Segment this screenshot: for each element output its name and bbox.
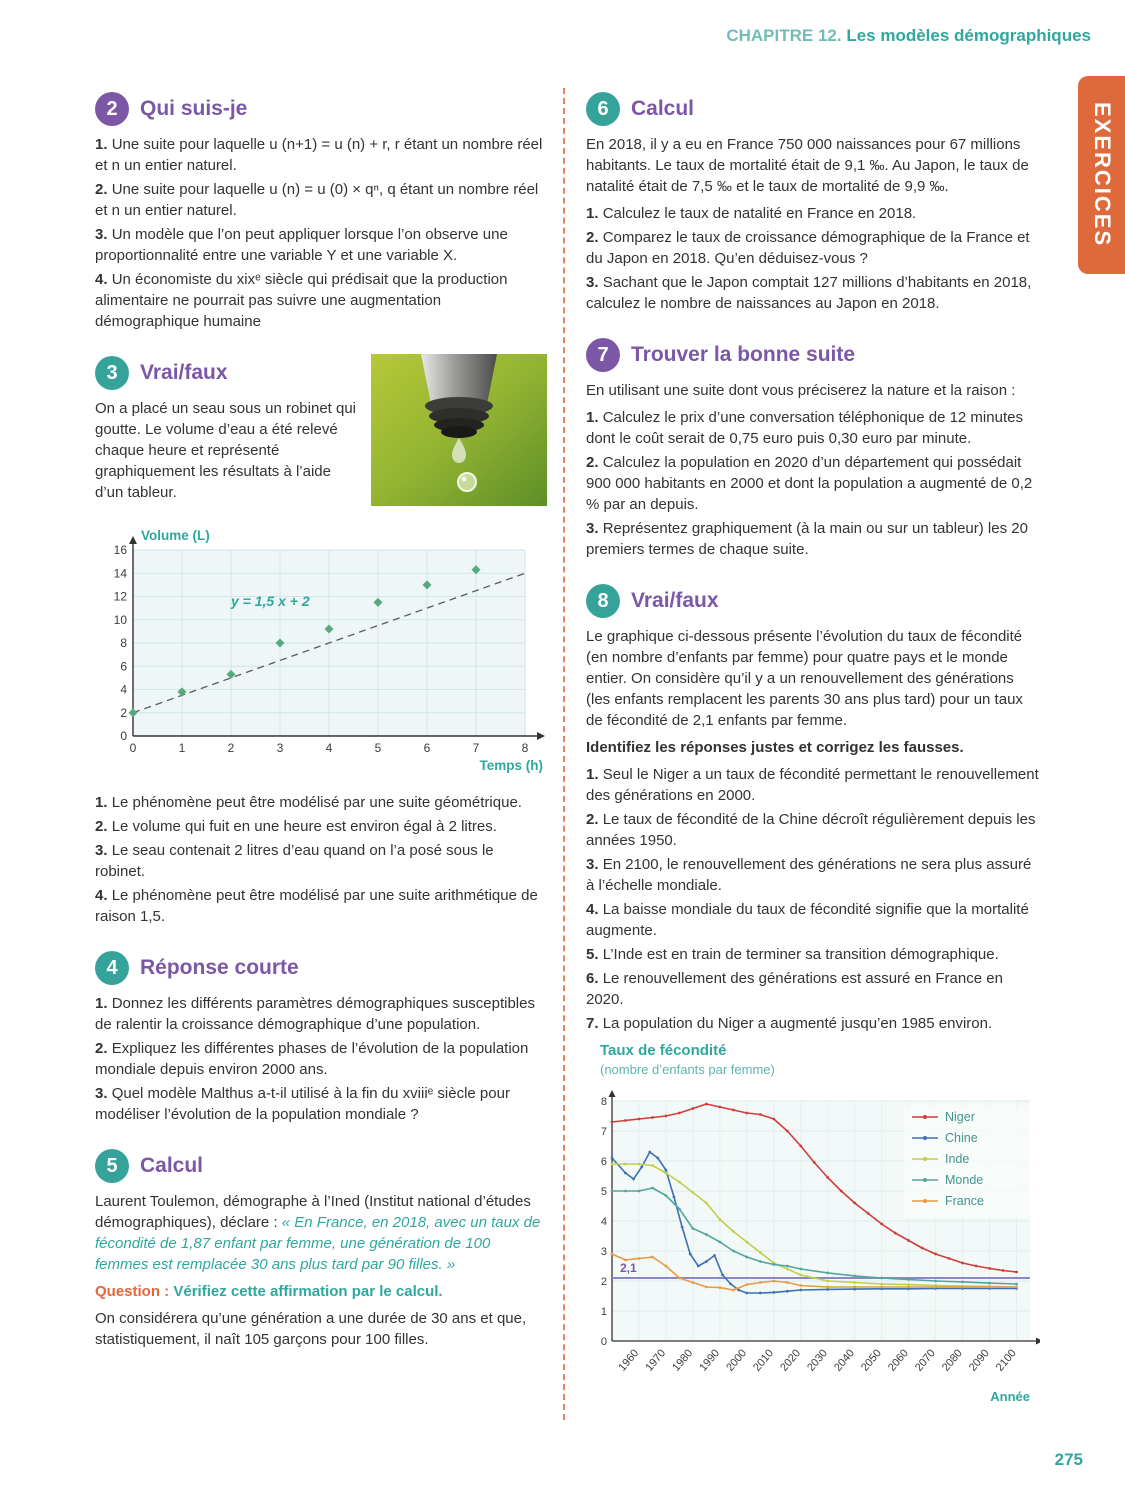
svg-text:2050: 2050 [859,1347,884,1374]
svg-text:3: 3 [276,741,284,755]
svg-text:3: 3 [600,1246,607,1259]
item-text: Un économiste du xixᵉ siècle qui prédisait que la production alimentaire ne pourrait pas suivre une augmentation démographique humaine [95,271,508,330]
svg-text:2060: 2060 [886,1347,911,1374]
svg-text:1: 1 [178,741,186,755]
exercise-note: On considérera qu’une génération a une durée de 30 ans et que, statistiquement, il naît 105 garçons pour 100 filles. [95,1310,527,1348]
exercise-3 [95,356,547,927]
exercises-side-tab: EXERCICES [1078,76,1125,274]
exercise-title: Qui suis-je [140,97,248,121]
svg-text:6: 6 [120,659,127,674]
volume-chart [95,524,547,782]
chart-title: Taux de fécondité [600,1042,727,1059]
exercise-item [95,179,547,221]
item-text: Seul le Niger a un taux de fécondité permettant le renouvellement des générations en 2000. [586,766,1039,804]
exercise-number-badge: 7 [586,338,620,372]
svg-text:2,1: 2,1 [620,1261,637,1276]
item-number: 7. [586,1015,599,1032]
svg-text:Chine: Chine [945,1131,978,1146]
svg-text:2100: 2100 [993,1347,1019,1374]
chapter-label: CHAPITRE 12. [726,26,842,45]
exercise-number-badge: 4 [95,951,129,985]
svg-text:14: 14 [113,566,127,581]
exercise-item [95,792,547,813]
exercise-item [95,993,547,1035]
svg-text:8: 8 [600,1096,607,1109]
exercise-title: Vrai/faux [631,589,719,613]
exercise-item [586,764,1040,806]
svg-text:2080: 2080 [939,1347,965,1374]
svg-text:2070: 2070 [912,1347,938,1374]
svg-text:5: 5 [600,1186,607,1199]
exercise-intro: Le graphique ci-dessous présente l’évolution du taux de fécondité (en nombre d’enfants par femme) pour quatre pays et le monde entier. On considère qu’il y a un renouvellement des générations (les enfants remplacent les parents 30 ans plus tard) pour un taux de fécondité de 2,1 enfants par femme. [586,628,1023,729]
exercise-number-badge: 6 [586,92,620,126]
svg-text:10: 10 [113,612,127,627]
svg-text:France: France [945,1194,984,1209]
exercise-item [95,840,547,882]
item-text: La baisse mondiale du taux de fécondité signifie que la mortalité augmente. [586,901,1029,939]
page-number: 275 [1054,1450,1083,1470]
exercise-item [95,885,547,927]
item-number: 1. [586,766,599,783]
exercise-item [586,407,1040,449]
item-text: Donnez les différents paramètres démographiques susceptibles de ralentir la croissance démographique d’une population. [95,995,535,1033]
quote-text: « En France, en 2018, avec un taux de fécondité de 1,87 enfant par femme, une génération de 100 femmes est remplacée 30 ans plus tard par 90 filles. » [95,1214,541,1273]
svg-text:Niger: Niger [945,1110,975,1125]
exercise-title: Calcul [140,1154,204,1178]
exercise-title: Calcul [631,97,695,121]
exercise-item [586,518,1040,560]
svg-text:Temps (h): Temps (h) [479,758,543,773]
intro-text: Laurent Toulemon, démographe à l’Ined (Institut national d’études démographiques), déclare : [95,1193,531,1231]
item-number: 2. [586,454,599,471]
exercise-intro [95,1191,547,1275]
svg-text:y = 1,5 x + 2: y = 1,5 x + 2 [231,592,310,609]
exercise-item [586,854,1040,896]
item-text: Le seau contenait 2 litres d’eau quand on l’a posé sous le robinet. [95,842,494,880]
svg-text:Monde: Monde [945,1173,984,1188]
svg-text:2: 2 [600,1276,607,1289]
exercise-intro: On a placé un seau sous un robinet qui goutte. Le volume d’eau a été relevé chaque heure et représenté graphiquement les résultats à l’aide d’un tableur. [95,400,357,501]
exercise-7 [586,338,1040,560]
exercise-header [586,338,1040,372]
item-number: 1. [95,136,108,153]
item-text: Représentez graphiquement (à la main ou sur un tableur) les 20 premiers termes de chaque suite. [586,520,1028,558]
exercise-8 [586,584,1040,1431]
exercise-6 [586,92,1040,314]
item-text: Calculez la population en 2020 d’un département qui possédait 900 000 habitants en 2000 et dont la population a augmenté de 0,2 % par an depuis. [586,454,1033,513]
svg-text:0: 0 [600,1336,607,1349]
svg-text:1990: 1990 [697,1347,723,1374]
exercise-item [586,899,1040,941]
column-divider [563,88,565,1420]
svg-text:Volume (L): Volume (L) [141,528,210,543]
exercise-item [586,944,1040,965]
exercise-title: Trouver la bonne suite [631,343,856,367]
exercise-header [95,92,547,126]
exercise-4 [95,951,547,1125]
exercise-2 [95,92,547,332]
item-number: 3. [586,520,599,537]
fertility-chart-title [600,1040,1040,1079]
exercise-title: Réponse courte [140,956,299,980]
svg-text:6: 6 [600,1156,607,1169]
question-text: Vérifiez cette affirmation par le calcul. [173,1283,443,1300]
item-text: Une suite pour laquelle u (n+1) = u (n) + r, r étant un nombre réel et n un entier naturel. [95,136,543,174]
svg-text:7: 7 [472,741,480,755]
svg-text:0: 0 [120,729,127,743]
svg-text:4: 4 [600,1216,607,1229]
exercise-instruction: Identifiez les réponses justes et corrigez les fausses. [586,739,964,756]
item-text: En 2100, le renouvellement des générations ne sera plus assuré à l’échelle mondiale. [586,856,1032,894]
exercise-item [586,272,1040,314]
exercise-header [95,951,547,985]
svg-text:16: 16 [113,543,127,557]
svg-text:4: 4 [120,682,127,697]
item-text: Le renouvellement des générations est assuré en France en 2020. [586,970,1003,1008]
item-text: Sachant que le Japon comptait 127 millions d’habitants en 2018, calculez le nombre de naissances au Japon en 2018. [586,274,1032,312]
svg-text:2: 2 [120,705,127,720]
item-text: Calculez le prix d’une conversation téléphonique de 12 minutes dont le coût serait de 0,75 euro puis 0,30 euro par minute. [586,409,1023,447]
svg-text:8: 8 [120,636,127,650]
svg-text:2020: 2020 [778,1347,804,1374]
question-line [95,1281,547,1302]
item-text: Quel modèle Malthus a-t-il utilisé à la fin du xviiiᵉ siècle pour modéliser l’évolution de la population mondiale ? [95,1085,510,1123]
exercise-item [95,224,547,266]
exercise-intro: En utilisant une suite dont vous préciserez la nature et la raison : [586,382,1016,399]
svg-text:2: 2 [227,741,235,755]
svg-text:6: 6 [423,741,431,755]
svg-text:Inde: Inde [945,1152,970,1167]
left-column [95,92,547,1374]
item-number: 4. [586,901,599,918]
item-number: 2. [586,811,599,828]
exercise-number-badge: 3 [95,356,129,390]
item-number: 6. [586,970,599,987]
exercise-item [586,452,1040,515]
item-number: 2. [95,181,108,198]
item-number: 4. [95,271,108,288]
exercise-number-badge: 2 [95,92,129,126]
exercise-item [586,968,1040,1010]
item-number: 3. [95,226,108,243]
item-text: Le phénomène peut être modélisé par une suite géométrique. [111,794,522,811]
item-number: 1. [95,794,108,811]
exercise-intro: En 2018, il y a eu en France 750 000 naissances pour 67 millions habitants. Le taux de mortalité était de 9,1 ‰. Au Japon, le taux de natalité était de 7,5 ‰ et le taux de mortalité de 9,9 ‰. [586,136,1029,195]
svg-text:7: 7 [600,1126,607,1139]
chart-subtitle: (nombre d’enfants par femme) [600,1062,775,1077]
item-number: 3. [586,856,599,873]
item-text: Un modèle que l’on peut appliquer lorsque l’on observe une proportionnalité entre une variable Y et une variable X. [95,226,508,264]
exercise-header [586,92,1040,126]
item-number: 1. [95,995,108,1012]
item-text: Le phénomène peut être modélisé par une suite arithmétique de raison 1,5. [95,887,538,925]
exercise-item [586,203,1040,224]
exercise-header [95,1149,547,1183]
exercise-5 [95,1149,547,1350]
svg-text:2010: 2010 [751,1347,777,1374]
exercise-item [95,816,547,837]
item-number: 2. [586,229,599,246]
svg-text:2090: 2090 [966,1347,992,1374]
svg-text:5: 5 [374,741,382,755]
item-number: 3. [586,274,599,291]
exercise-number-badge: 5 [95,1149,129,1183]
svg-text:1980: 1980 [670,1347,696,1374]
item-text: L’Inde est en train de terminer sa transition démographique. [602,946,999,963]
svg-text:12: 12 [113,589,127,604]
item-text: Expliquez les différentes phases de l’évolution de la population mondiale depuis environ 2000 ans. [95,1040,529,1078]
exercise-number-badge: 8 [586,584,620,618]
item-text: Une suite pour laquelle u (n) = u (0) × qⁿ, q étant un nombre réel et n un entier naturel. [95,181,539,219]
exercise-title: Vrai/faux [140,361,228,385]
svg-text:1960: 1960 [616,1347,642,1374]
svg-text:2040: 2040 [832,1347,858,1374]
exercise-item [586,1013,1040,1034]
item-text: Le volume qui fuit en une heure est environ égal à 2 litres. [111,818,497,835]
exercise-item [586,809,1040,851]
svg-text:2030: 2030 [805,1347,831,1374]
item-text: Le taux de fécondité de la Chine décroît régulièrement depuis les années 1950. [586,811,1036,849]
svg-text:8: 8 [521,741,529,755]
svg-text:Année: Année [990,1389,1030,1405]
item-number: 5. [586,946,599,963]
svg-text:2000: 2000 [724,1347,750,1374]
item-number: 3. [95,842,108,859]
exercise-item [95,1083,547,1125]
exercise-header [586,584,1040,618]
svg-text:1970: 1970 [643,1347,669,1374]
fertility-chart [586,1087,1040,1431]
item-number: 2. [95,818,108,835]
svg-text:4: 4 [325,741,333,755]
svg-text:0: 0 [129,741,137,755]
item-text: Calculez le taux de natalité en France en 2018. [602,205,917,222]
item-number: 1. [586,205,599,222]
chapter-header [726,24,1091,48]
item-number: 4. [95,887,108,904]
item-number: 2. [95,1040,108,1057]
exercise-item [95,134,547,176]
svg-text:1: 1 [600,1306,607,1319]
item-number: 3. [95,1085,108,1102]
question-label: Question : [95,1283,170,1300]
exercise-item [95,1038,547,1080]
item-text: Comparez le taux de croissance démographique de la France et du Japon en 2018. Qu’en déduisez-vous ? [586,229,1030,267]
chapter-title: Les modèles démographiques [846,26,1091,45]
exercise-item [95,269,547,332]
exercise-item [586,227,1040,269]
item-number: 1. [586,409,599,426]
dripping-faucet-photo [371,354,547,506]
item-text: La population du Niger a augmenté jusqu’en 1985 environ. [602,1015,993,1032]
right-column [586,92,1040,1455]
